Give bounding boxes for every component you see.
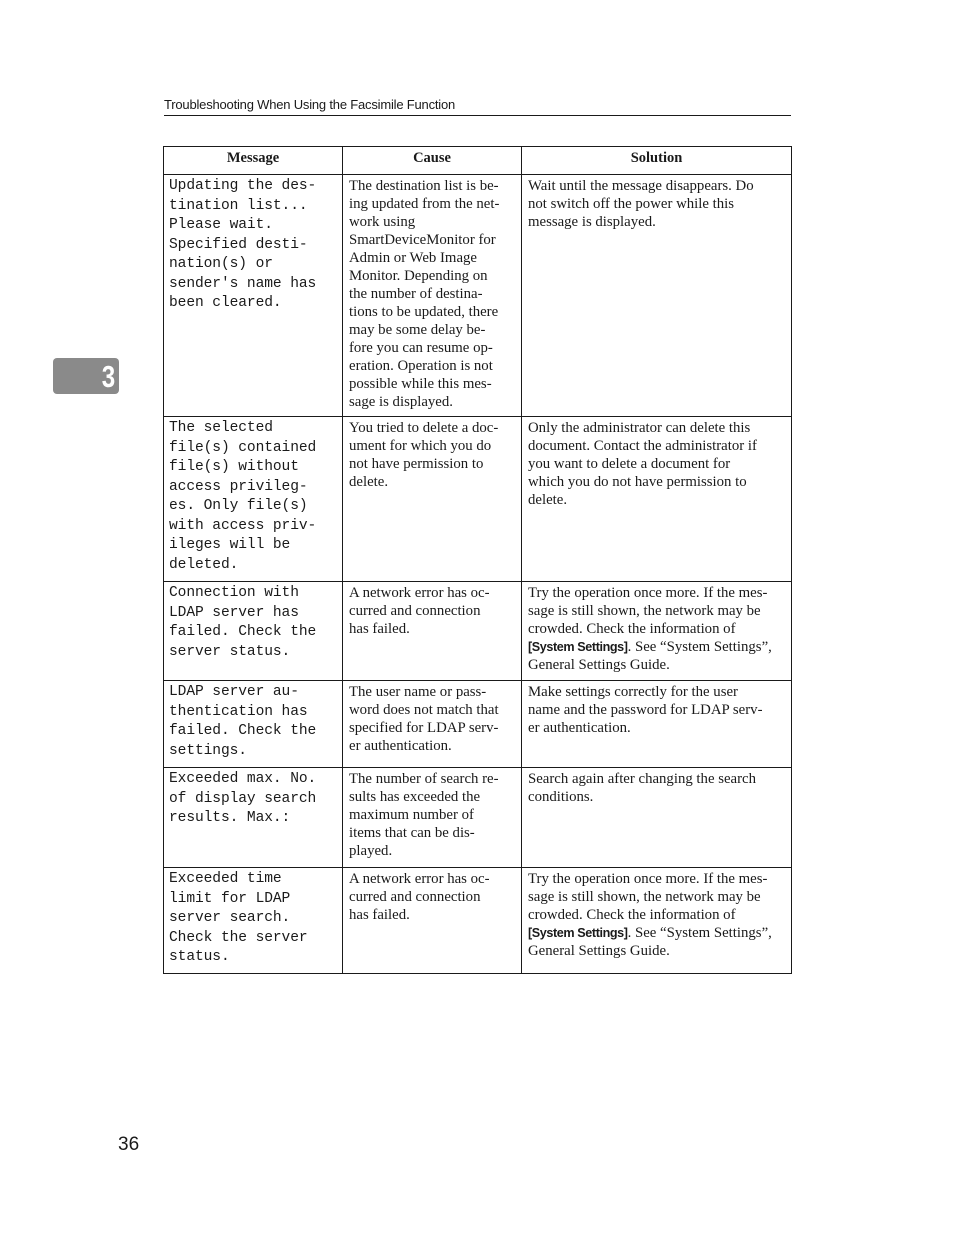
solution-text-after: . See “System Settings”, General Settings Guide. <box>528 639 772 673</box>
page-number: 36 <box>118 1134 140 1155</box>
chapter-number: 3 <box>101 359 115 394</box>
header-rule <box>164 115 791 116</box>
chapter-tab <box>53 358 119 394</box>
message-text: Exceeded max. No. of display search results. Max.: <box>169 771 317 826</box>
system-settings-keyword: [System Settings] <box>528 640 628 654</box>
cause-text: You tried to delete a doc- ument for which you do not have permission to delete. <box>349 420 499 490</box>
cause-cell <box>343 681 522 768</box>
solution-text: Wait until the message disappears. Do not switch off the power while this message is displayed. <box>528 178 754 230</box>
table-row <box>164 681 792 768</box>
solution-text <box>528 871 772 959</box>
table-row <box>164 417 792 582</box>
cause-text: A network error has oc- curred and connection has failed. <box>349 871 490 923</box>
cause-cell <box>343 417 522 582</box>
table-row <box>164 868 792 974</box>
message-text: Exceeded time limit for LDAP server search. Check the server status. <box>169 871 308 965</box>
cause-text: The number of search re- sults has exceeded the maximum number of items that can be dis- played. <box>349 771 499 859</box>
solution-text: Make settings correctly for the user name and the password for LDAP serv- er authentication. <box>528 684 763 736</box>
table-header-row <box>164 147 792 175</box>
message-cell <box>164 582 343 681</box>
solution-text: Search again after changing the search conditions. <box>528 771 757 805</box>
column-header-message: Message <box>164 147 343 175</box>
cause-cell <box>343 175 522 417</box>
solution-text-after: . See “System Settings”, General Settings Guide. <box>528 925 772 959</box>
cause-cell <box>343 582 522 681</box>
troubleshooting-table <box>163 146 792 974</box>
message-cell <box>164 868 343 974</box>
cause-text: The destination list is be- ing updated from the net- work using SmartDeviceMonitor for Admin or Web Image Monitor. Depending on the number of destina- tions to be updated, there may be some delay be- fore you can resume op- eration. Operation is not possible while this mes- sage is displayed. <box>349 178 500 410</box>
message-cell <box>164 175 343 417</box>
solution-cell <box>522 681 792 768</box>
system-settings-keyword: [System Settings] <box>528 926 628 940</box>
message-text: Updating the des- tination list... Please wait. Specified desti- nation(s) or sender's name has been cleared. <box>169 178 317 311</box>
table-row <box>164 175 792 417</box>
solution-text: Only the administrator can delete this document. Contact the administrator if you want to delete a document for which you do not have permission to delete. <box>528 420 757 508</box>
column-header-solution: Solution <box>522 147 792 175</box>
table-row <box>164 582 792 681</box>
message-cell <box>164 768 343 868</box>
cause-cell <box>343 768 522 868</box>
message-text: LDAP server au- thentication has failed. Check the settings. <box>169 684 317 759</box>
message-cell <box>164 681 343 768</box>
solution-cell <box>522 868 792 974</box>
running-header: Troubleshooting When Using the Facsimile Function <box>164 97 456 112</box>
cause-text: The user name or pass- word does not match that specified for LDAP serv- er authentication. <box>349 684 499 754</box>
solution-text-before: Try the operation once more. If the mes- sage is still shown, the network may be crowded. Check the information of <box>528 585 768 637</box>
solution-cell <box>522 582 792 681</box>
column-header-cause: Cause <box>343 147 522 175</box>
cause-text: A network error has oc- curred and connection has failed. <box>349 585 490 637</box>
solution-text-before: Try the operation once more. If the mes- sage is still shown, the network may be crowded. Check the information of <box>528 871 768 923</box>
cause-cell <box>343 868 522 974</box>
solution-cell <box>522 768 792 868</box>
message-text: The selected file(s) contained file(s) without access privileg- es. Only file(s) with access priv- ileges will be deleted. <box>169 420 317 573</box>
message-text: Connection with LDAP server has failed. Check the server status. <box>169 585 317 660</box>
solution-cell <box>522 175 792 417</box>
table-row <box>164 768 792 868</box>
solution-text <box>528 585 772 673</box>
solution-cell <box>522 417 792 582</box>
message-cell <box>164 417 343 582</box>
